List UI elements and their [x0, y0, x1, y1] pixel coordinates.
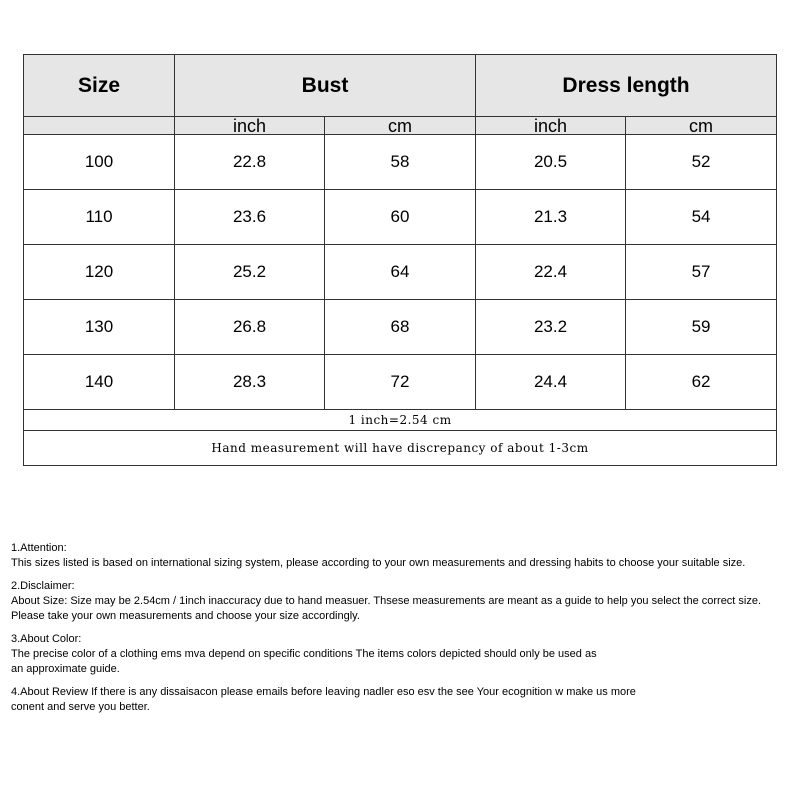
table-header-row [24, 55, 777, 117]
note-title: 1.Attention: [11, 542, 67, 554]
cell-bust-inch: 25.2 [175, 245, 325, 300]
cell-bust-cm: 68 [325, 300, 476, 355]
table-row [24, 300, 777, 355]
cell-length-inch: 23.2 [476, 300, 626, 355]
unit-cell-empty [24, 117, 175, 135]
cell-size: 120 [24, 245, 175, 300]
cell-length-cm: 57 [626, 245, 777, 300]
table-row [24, 190, 777, 245]
note-review [11, 685, 796, 715]
cell-length-cm: 59 [626, 300, 777, 355]
cell-length-inch: 20.5 [476, 135, 626, 190]
note-line: conent and serve you better. [11, 701, 150, 713]
table-row [24, 355, 777, 410]
cell-bust-inch: 22.8 [175, 135, 325, 190]
table-row [24, 245, 777, 300]
cell-length-inch: 21.3 [476, 190, 626, 245]
cell-size: 140 [24, 355, 175, 410]
note-line: an approximate guide. [11, 663, 120, 675]
note-line: Please take your own measurements and choose your size accordingly. [11, 610, 360, 622]
cell-length-cm: 54 [626, 190, 777, 245]
note-line: 4.About Review If there is any dissaisacon please emails before leaving nadler eso esv the see Your ecognition w make us more [11, 686, 636, 698]
header-size: Size [24, 55, 175, 117]
cell-bust-cm: 58 [325, 135, 476, 190]
note-title: 2.Disclaimer: [11, 580, 75, 592]
cell-length-cm: 52 [626, 135, 777, 190]
cell-length-inch: 24.4 [476, 355, 626, 410]
unit-bust-cm: cm [325, 117, 476, 135]
unit-length-inch: inch [476, 117, 626, 135]
measurement-note-row [24, 431, 777, 466]
conversion-note: 1 inch=2.54 cm [24, 410, 777, 431]
note-line: The precise color of a clothing ems mva depend on specific conditions The items colors depicted should only be used as [11, 648, 597, 660]
cell-bust-inch: 23.6 [175, 190, 325, 245]
note-title: 3.About Color: [11, 633, 82, 645]
cell-bust-inch: 26.8 [175, 300, 325, 355]
cell-bust-inch: 28.3 [175, 355, 325, 410]
table-row [24, 135, 777, 190]
cell-bust-cm: 72 [325, 355, 476, 410]
unit-row [24, 117, 777, 135]
note-color [11, 632, 796, 677]
cell-length-cm: 62 [626, 355, 777, 410]
note-line: This sizes listed is based on international sizing system, please according to your own measurements and dressing habits to choose your suitable size. [11, 557, 746, 569]
unit-length-cm: cm [626, 117, 777, 135]
cell-length-inch: 22.4 [476, 245, 626, 300]
cell-size: 130 [24, 300, 175, 355]
conversion-note-row [24, 410, 777, 431]
note-line: About Size: Size may be 2.54cm / 1inch inaccuracy due to hand measuer. Thsese measurements are meant as a guide to help you select the correct size. [11, 595, 762, 607]
notes-section [11, 541, 796, 723]
cell-size: 110 [24, 190, 175, 245]
header-dress-length: Dress length [476, 55, 777, 117]
cell-bust-cm: 60 [325, 190, 476, 245]
note-disclaimer [11, 579, 796, 624]
header-bust: Bust [175, 55, 476, 117]
cell-bust-cm: 64 [325, 245, 476, 300]
unit-bust-inch: inch [175, 117, 325, 135]
measurement-note: Hand measurement will have discrepancy of about 1-3cm [24, 431, 777, 466]
cell-size: 100 [24, 135, 175, 190]
note-attention [11, 541, 796, 571]
size-chart-table [23, 54, 777, 466]
